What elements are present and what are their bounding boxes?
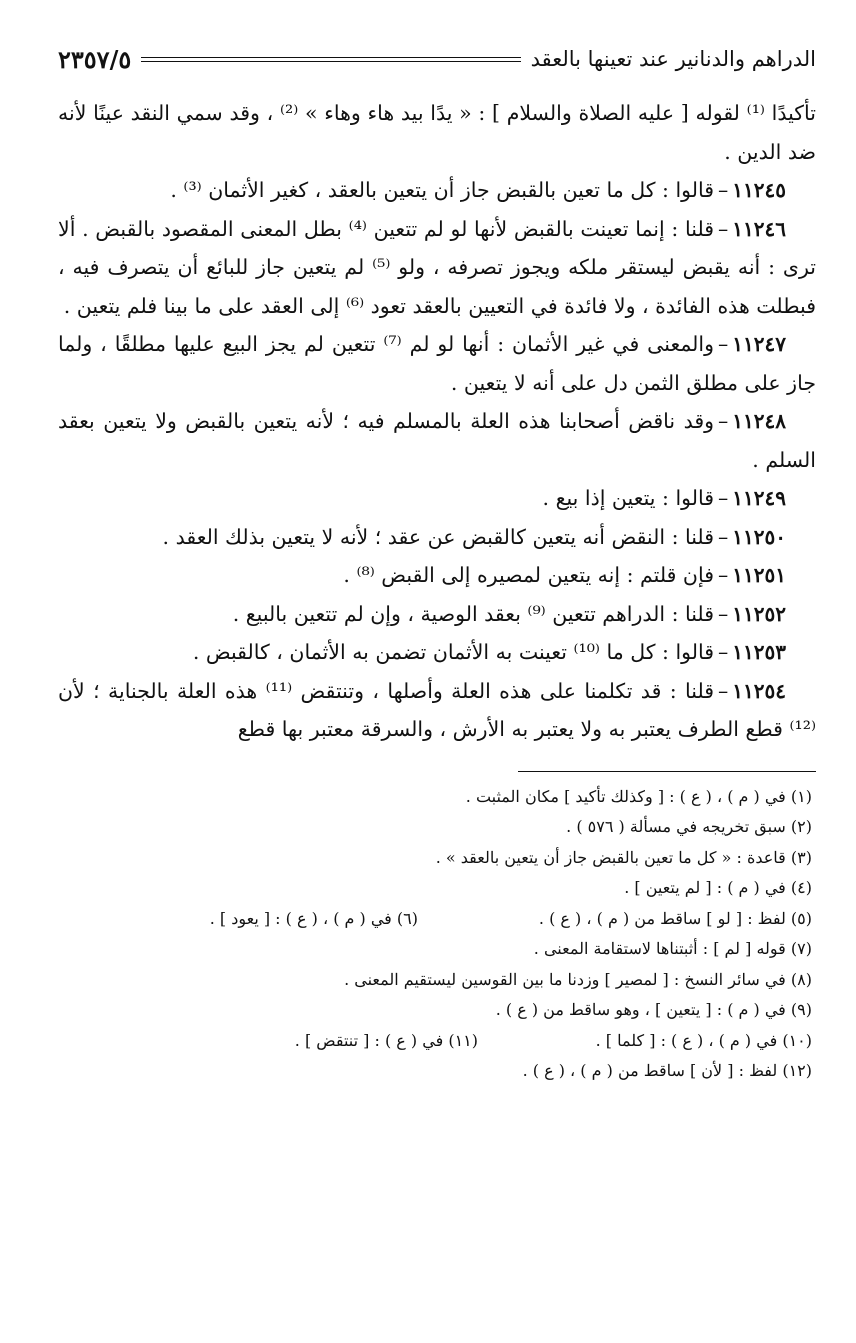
paragraph-intro bbox=[58, 94, 816, 171]
footnote-1: (١) في ( م ) ، ( ع ) : [ وكذلك تأكيد ] مكان المثبت . bbox=[465, 786, 812, 806]
paragraph-number: ١١٢٥٠ bbox=[732, 524, 786, 549]
paragraph-11246 bbox=[58, 210, 816, 326]
paragraph-number: ١١٢٥٤ bbox=[732, 678, 787, 703]
footnote-11: (١١) في ( ع ) : [ تنتقض ] . bbox=[294, 1030, 478, 1050]
document-page bbox=[58, 36, 816, 1087]
footnote-6: (٦) في ( م ) ، ( ع ) : [ يعود ] . bbox=[209, 908, 418, 928]
paragraph-number: ١١٢٤٩ bbox=[732, 486, 786, 510]
paragraph-separator: – bbox=[718, 486, 729, 510]
paragraph-text: قلنا : النقض أنه يتعين كالقبض عن عقد ؛ لأنه لا يتعين بذلك العقد . bbox=[162, 524, 715, 549]
paragraph-11245 bbox=[58, 171, 816, 210]
paragraph-number: ١١٢٥١ bbox=[732, 563, 786, 587]
footnote-row-5-6 bbox=[58, 904, 816, 935]
paragraph-separator: – bbox=[718, 601, 729, 626]
paragraph-11248 bbox=[58, 402, 816, 479]
body-text bbox=[58, 94, 816, 749]
paragraph-number: ١١٢٥٣ bbox=[732, 640, 786, 664]
footnote-2: (٢) سبق تخريجه في مسألة ( ٥٧٦ ) . bbox=[566, 817, 812, 836]
footnote-8: (٨) في سائر النسخ : [ لمصير ] وزدنا ما بين القوسين ليستقيم المعنى . bbox=[344, 969, 812, 989]
running-title: الدراهم والدنانير عند تعينها بالعقد bbox=[530, 47, 816, 71]
paragraph-number: ١١٢٤٨ bbox=[732, 409, 786, 433]
footnote-4: (٤) في ( م ) : [ لم يتعين ] . bbox=[624, 878, 812, 897]
paragraph-number: ١١٢٤٦ bbox=[732, 216, 786, 241]
paragraph-separator: – bbox=[718, 678, 729, 703]
footnotes bbox=[58, 782, 816, 1087]
header-rule bbox=[141, 57, 520, 62]
page-header bbox=[58, 36, 816, 82]
paragraph-11250 bbox=[58, 518, 816, 557]
paragraph-separator: – bbox=[718, 409, 729, 433]
paragraph-text: والمعنى في غير الأثمان : أنها لو لم ⁽⁷⁾ تتعين لم يجز البيع عليها مطلقًا ، ولما جاز على مطلق الثمن دل على أنه لا يتعين . bbox=[58, 332, 816, 395]
paragraph-11247 bbox=[58, 325, 816, 402]
footnote-rule bbox=[518, 771, 816, 772]
paragraph-separator: – bbox=[718, 640, 729, 664]
paragraph-11252 bbox=[58, 595, 816, 634]
paragraph-text: قلنا : قد تكلمنا على هذه العلة وأصلها ، وتنتقض ⁽¹¹⁾ هذه العلة بالجناية ؛ لأن ⁽¹²⁾ قطع الطرف يعتبر به ولا يعتبر به الأرش ، والسرقة معتبر بها قطع bbox=[58, 678, 816, 741]
paragraph-separator: – bbox=[718, 216, 729, 241]
footnote-3: (٣) قاعدة : « كل ما تعين بالقبض جاز أن يتعين بالعقد » . bbox=[435, 847, 812, 867]
paragraph-separator: – bbox=[718, 178, 729, 202]
footnote-10: (١٠) في ( م ) ، ( ع ) : [ كلما ] . bbox=[595, 1030, 812, 1050]
paragraph-text: قالوا : يتعين إذا بيع . bbox=[542, 486, 715, 510]
paragraph-text: تأكيدًا ⁽¹⁾ لقوله [ عليه الصلاة والسلام ] : « يدًا بيد هاء وهاء » ⁽²⁾ ، وقد سمي النقد عينًا لأنه ضد الدين . bbox=[58, 101, 817, 164]
paragraph-text: قلنا : إنما تعينت بالقبض لأنها لو لم تتعين ⁽⁴⁾ بطل المعنى المقصود بالقبض . ألا ترى : أنه يقبض ليستقر ملكه ويجوز تصرفه ، ولو ⁽⁵⁾ لم يتعين جاز للبائع أن يتصرف فيه ، فبطلت هذه الفائدة ، ولا فائدة في التعيين بالعقد تعود ⁽⁶⁾ إلى العقد على ما بينا فلم يتعين . bbox=[58, 216, 816, 318]
paragraph-text: قالوا : كل ما ⁽¹⁰⁾ تعينت به الأثمان تضمن به الأثمان ، كالقبض . bbox=[192, 640, 715, 664]
paragraph-separator: – bbox=[718, 563, 729, 587]
paragraph-number: ١١٢٤٥ bbox=[732, 178, 786, 202]
paragraph-11251 bbox=[58, 556, 816, 595]
paragraph-11249 bbox=[58, 479, 816, 518]
paragraph-number: ١١٢٥٢ bbox=[732, 601, 786, 626]
paragraph-number: ١١٢٤٧ bbox=[732, 332, 786, 356]
footnote-row-10-11 bbox=[58, 1026, 816, 1057]
paragraph-text: قلنا : الدراهم تتعين ⁽⁹⁾ بعقد الوصية ، وإن لم تتعين بالبيع . bbox=[232, 601, 715, 626]
paragraph-11253 bbox=[58, 633, 816, 672]
paragraph-separator: – bbox=[718, 524, 729, 549]
footnote-9: (٩) في ( م ) : [ يتعين ] ، وهو ساقط من ( ع ) . bbox=[495, 1000, 812, 1019]
paragraph-text: وقد ناقض أصحابنا هذه العلة بالمسلم فيه ؛ لأنه يتعين بالقبض ولا يتعين بعقد السلم . bbox=[58, 409, 816, 472]
footnote-7: (٧) قوله [ لم ] : أثبتناها لاستقامة المعنى . bbox=[533, 939, 812, 958]
paragraph-separator: – bbox=[718, 332, 729, 356]
paragraph-11254 bbox=[58, 672, 816, 749]
paragraph-text: فإن قلتم : إنه يتعين لمصيره إلى القبض ⁽⁸⁾ . bbox=[343, 563, 715, 587]
footnote-5: (٥) لفظ : [ لو ] ساقط من ( م ) ، ( ع ) . bbox=[538, 908, 812, 928]
paragraph-text: قالوا : كل ما تعين بالقبض جاز أن يتعين بالعقد ، كغير الأثمان ⁽³⁾ . bbox=[170, 178, 715, 202]
page-number: ٢٣٥٧/٥ bbox=[58, 44, 132, 74]
footnote-12: (١٢) لفظ : [ لأن ] ساقط من ( م ) ، ( ع ) . bbox=[522, 1061, 812, 1080]
